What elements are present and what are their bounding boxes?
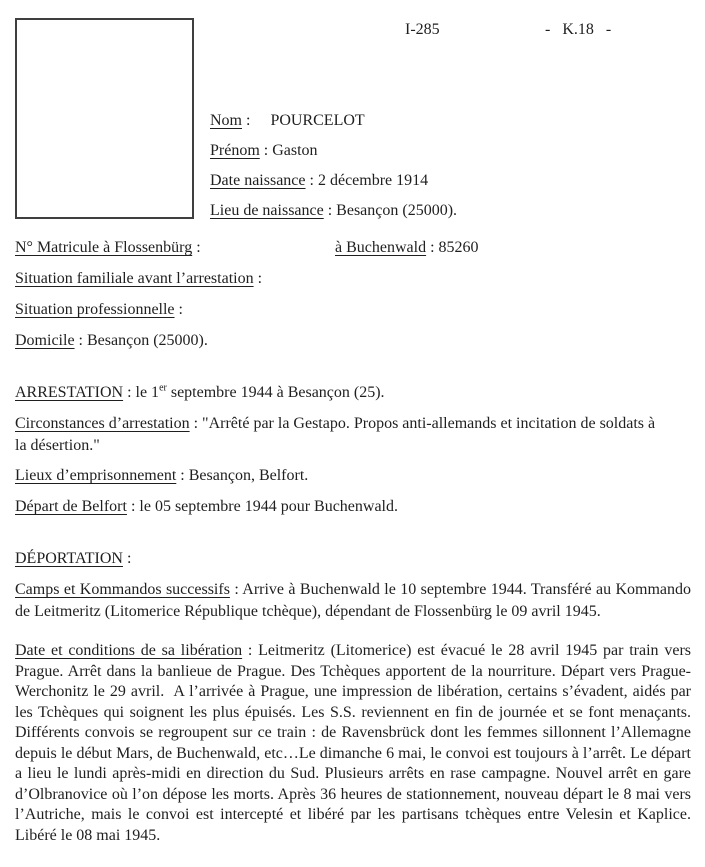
field-nom-value: : POURCELOT xyxy=(242,112,365,129)
field-situation-familiale-value: : xyxy=(253,270,263,287)
field-depart-belfort-label: Départ de Belfort xyxy=(15,498,127,515)
field-situation-familiale xyxy=(15,268,691,289)
document-body xyxy=(15,237,696,846)
field-situation-familiale-label: Situation familiale avant l’arrestation xyxy=(15,270,254,287)
field-matricule-flossenburg-sep: : xyxy=(192,239,201,256)
field-liberation xyxy=(15,641,696,846)
field-depart-belfort-value: : le 05 septembre 1944 pour Buchenwald. xyxy=(126,498,398,515)
field-date-naissance-value: : 2 décembre 1914 xyxy=(305,172,429,189)
field-lieu-naissance-label: Lieu de naissance xyxy=(210,202,324,219)
field-domicile-value: : Besançon (25000). xyxy=(74,332,208,349)
field-date-naissance-label: Date naissance xyxy=(210,172,306,189)
field-situation-professionnelle-value: : xyxy=(174,301,183,318)
field-circonstances-label: Circonstances d’arrestation xyxy=(15,415,190,432)
field-matricule-buchenwald-value: : 85260 xyxy=(426,239,479,256)
field-camps-kommandos-label: Camps et Kommandos successifs xyxy=(15,581,230,598)
field-nom xyxy=(210,111,690,131)
section-deportation-heading xyxy=(15,548,691,569)
section-deportation-sep: : xyxy=(122,550,132,567)
field-arrestation-label: ARRESTATION xyxy=(15,384,124,401)
field-depart-belfort xyxy=(15,496,691,517)
photo-placeholder-box xyxy=(15,18,194,219)
field-matricule-buchenwald-label: à Buchenwald xyxy=(335,239,427,256)
field-camps-kommandos-value: : Arrive à Buchenwald le 10 septembre 1944. Transféré au Kommando de Leitmeritz (Litomerice République tchèque), dépendant de Flossenbürg le 09 avril 1945. xyxy=(15,581,695,620)
document-ref-number: I-285 xyxy=(405,21,440,38)
field-circonstances xyxy=(15,413,660,457)
field-lieu-naissance xyxy=(210,201,690,221)
field-matricule-row xyxy=(15,237,691,258)
document-ref-code: - K.18 - xyxy=(545,21,612,38)
field-camps-kommandos xyxy=(15,579,695,622)
field-domicile-label: Domicile xyxy=(15,332,75,349)
field-matricule-flossenburg-label: N° Matricule à Flossenbürg xyxy=(15,239,193,256)
field-prenom-label: Prénom xyxy=(210,142,260,159)
field-situation-professionnelle-label: Situation professionnelle xyxy=(15,301,175,318)
field-situation-professionnelle xyxy=(15,299,691,320)
field-lieux-emprisonnement-label: Lieux d’emprisonnement xyxy=(15,467,177,484)
identity-block xyxy=(210,111,690,231)
field-lieux-emprisonnement xyxy=(15,465,691,486)
field-lieu-naissance-value: : Besançon (25000). xyxy=(323,202,458,219)
field-arrestation xyxy=(15,382,691,403)
field-arrestation-value-prefix: : le 1 xyxy=(123,384,160,401)
field-matricule-buchenwald xyxy=(335,237,479,258)
field-date-naissance xyxy=(210,171,690,191)
field-arrestation-value-suffix: septembre 1944 à Besançon (25). xyxy=(166,384,385,401)
section-deportation-label: DÉPORTATION xyxy=(15,550,123,567)
field-liberation-value: : Leitmeritz (Litomerice) est évacué le 28 avril 1945 par train vers Prague. Arrêt dans la banlieue de Prague. Des Tchèques apportent de la nourriture. Départ vers Prague-Werchonitz le 29 avril. A l’arrivée à Prague, une impression de libération, certains s’évadent, aidés par les Tchèques qui soignent les plus épuisés. Les S.S. reviennent en fin de journée et se font menaçants. Différents convois se regroupent sur ce train : de Ravensbrück dont les femmes sillonnent l’Allemagne depuis le début Mars, de Buchenwald, etc…Le dimanche 6 mai, le convoi est toujours à l’arrêt. Le départ a lieu le lundi après-midi en direction du Sud. Plusieurs arrêts en rase campagne. Nouvel arrêt en gare d’Olbranovice où l’on dépose les morts. Après 36 heures de stationnement, nouveau départ le 8 mai vers l’Autriche, mais le convoi est intercepté et libéré par les partisans tchèques entre Velesin et Kaplice. Libéré le 08 mai 1945. xyxy=(15,642,696,844)
field-prenom-value: : Gaston xyxy=(259,142,318,159)
field-prenom xyxy=(210,141,690,161)
field-domicile xyxy=(15,330,691,351)
field-arrestation-superscript: er xyxy=(159,382,167,394)
field-liberation-label: Date et conditions de sa libération xyxy=(15,642,243,659)
field-nom-label: Nom xyxy=(210,112,242,129)
field-lieux-emprisonnement-value: : Besançon, Belfort. xyxy=(176,467,309,484)
field-circonstances-value: : "Arrêté par la Gestapo. Propos anti-allemands et incitation de soldats à la désertion." xyxy=(15,415,660,454)
